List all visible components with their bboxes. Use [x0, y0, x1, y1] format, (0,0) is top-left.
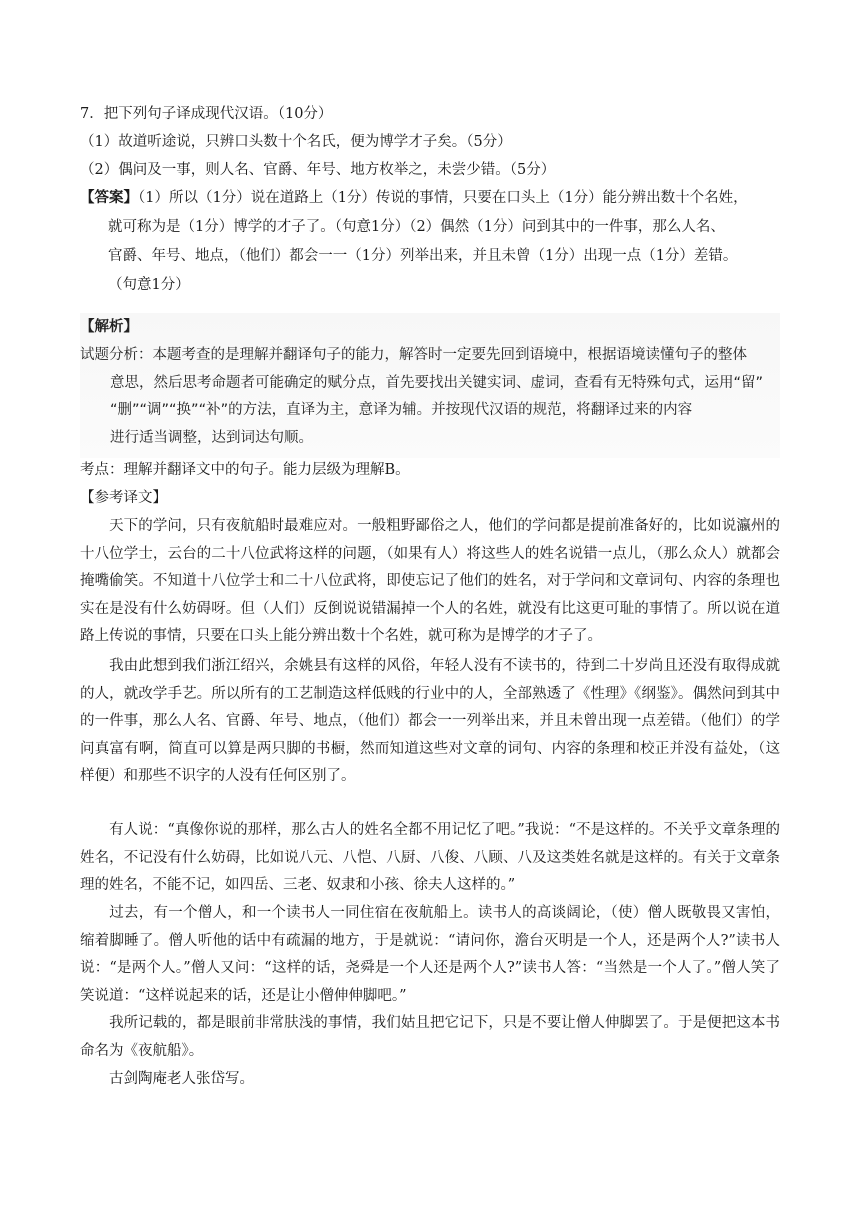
- translation-text-6: 古剑陶庵老人张岱写。: [109, 1071, 254, 1087]
- translation-text-4: 过去，有一个僧人，和一个读书人一同住宿在夜航船上。读书人的高谈阔论，（使）僧人既敬畏又害怕，缩着脚睡了。僧人听他的话中有疏漏的地方，于是就说：“请问你，澹台灭明是一个人，还是两个人?”读书人说：“是两个人。”僧人又问：“这样的话，尧舜是一个人还是两个人?”读书人答：“当然是一个人了。”僧人笑了笑说道：“这样说起来的话，还是让小僧伸伸脚吧。”: [80, 905, 780, 1004]
- analysis-label: 【解析】: [80, 319, 138, 335]
- translation-paragraph-5: [80, 1010, 780, 1065]
- analysis-line-3: “删”“调”“换”“补”的方法，直译为主，意译为辅。并按现代汉语的规范，将翻译过来的内容: [110, 402, 693, 418]
- answer-line-1: [80, 188, 748, 208]
- translation-paragraph-1: [80, 513, 780, 651]
- analysis-block: [80, 313, 780, 458]
- translation-paragraph-3: [80, 817, 780, 900]
- translation-paragraph-2: [80, 653, 780, 791]
- analysis-line-1: 试题分析：本题考查的是理解并翻译句子的能力，解答时一定要先回到语境中，根据语境读懂句子的整体: [80, 347, 747, 363]
- reference-label: 【参考译文】: [80, 490, 167, 506]
- translation-paragraph-6: [80, 1066, 780, 1094]
- analysis-line-4: 进行适当调整，达到词达句顺。: [110, 429, 313, 446]
- question-item-2: （2）偶问及一事，则人名、官爵、年号、地方枚举之，未尝少错。（5分）: [80, 162, 556, 178]
- answer-line-2: 就可称为是（1分）博学的才子了。（句意1分）（2）偶然（1分）问到其中的一件事，那么人名、: [108, 219, 725, 235]
- question-title: 7．把下列句子译成现代汉语。（10分）: [80, 106, 333, 122]
- translation-paragraph-4: [80, 900, 780, 1010]
- translation-text-1: 天下的学问，只有夜航船时最难应对。一般粗野鄙俗之人，他们的学问都是提前准备好的，比如说瀛州的十八位学士，云台的二十八位武将这样的问题，（如果有人）将这些人的姓名说错一点儿，（那么众人）就都会掩嘴偷笑。不知道十八位学士和二十八位武将，即使忘记了他们的姓名，对于学问和文章词句、内容的条理也实在是没有什么妨碍呀。但（人们）反倒说说错漏掉一个人的名姓，就没有比这更可耻的事情了。所以说在道路上传说的事情，只要在口头上能分辨出数十个名姓，就可称为是博学的才子了。: [80, 518, 780, 644]
- translation-text-5: 我所记载的，都是眼前非常肤浅的事情，我们姑且把它记下，只是不要让僧人伸脚罢了。于是便把这本书命名为《夜航船》。: [80, 1015, 780, 1059]
- translation-text-2: 我由此想到我们浙江绍兴，余姚县有这样的风俗，年轻人没有不读书的，待到二十岁尚且还没有取得成就的人，就改学手艺。所以所有的工艺制造这样低贱的行业中的人，全部熟透了《性理》《纲鉴》。偶然问到其中的一件事，那么人名、官爵、年号、地点，（他们）都会一一列举出来，并且未曾出现一点差错。（他们）的学问真富有啊，简直可以算是两只脚的书橱，然而知道这些对文章的词句、内容的条理和校正并没有益处，（这样便）和那些不识字的人没有任何区别了。: [80, 658, 780, 784]
- answer-line-3: 官爵、年号、地点，（他们）都会一一（1分）列举出来，并且未曾（1分）出现一点（1分）差错。: [108, 248, 738, 264]
- kaodian-line: 考点：理解并翻译文中的句子。能力层级为理解B。: [80, 462, 410, 478]
- answer-label: 【答案】: [80, 189, 138, 206]
- answer-line-4: （句意1分）: [108, 277, 190, 293]
- analysis-body: [80, 342, 780, 452]
- question-item-1: （1）故道听途说，只辨口头数十个名氏，便为博学才子矣。（5分）: [80, 134, 512, 150]
- analysis-line-2: 意思，然后思考命题者可能确定的赋分点，首先要找出关键实词、虚词，查看有无特殊句式，运用“留”: [110, 374, 764, 391]
- answer-text-1: （1）所以（1分）说在道路上（1分）传说的事情，只要在口头上（1分）能分辨出数十个名姓，: [138, 190, 748, 206]
- translation-text-3: 有人说：“真像你说的那样，那么古人的姓名全都不用记忆了吧。”我说：“不是这样的。不关乎文章条理的姓名，不记没有什么妨碍，比如说八元、八恺、八厨、八俊、八顾、八及这类姓名就是这样的。有关于文章条理的姓名，不能不记，如四岳、三老、奴隶和小孩、徐夫人这样的。”: [80, 822, 780, 893]
